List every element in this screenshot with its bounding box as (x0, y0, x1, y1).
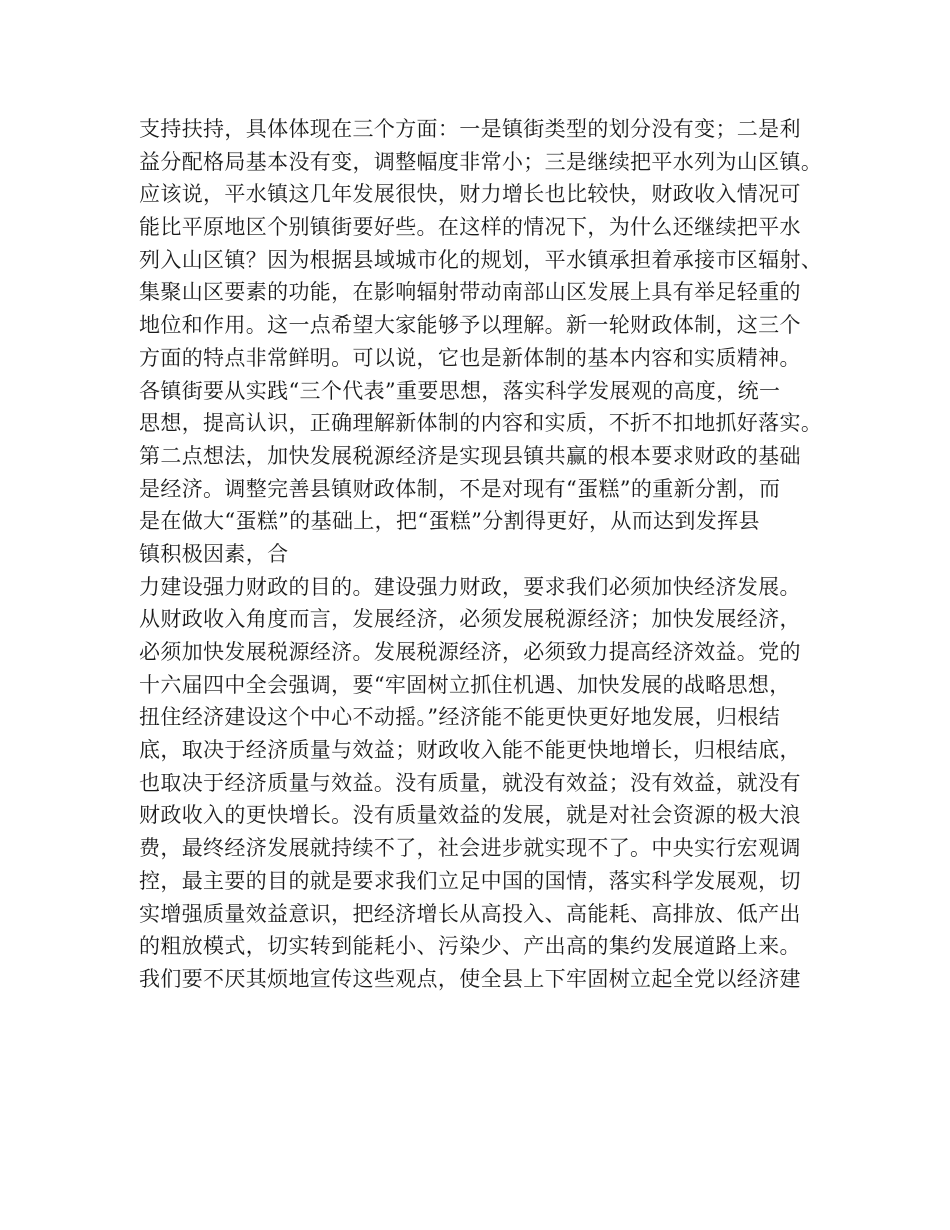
text-line: 支持扶持，具体体现在三个方面：一是镇街类型的划分没有变；二是利 (139, 117, 801, 141)
text-line: 力建设强力财政的目的。建设强力财政，要求我们必须加快经济发展。 (139, 574, 801, 599)
text-line: 十六届四中全会强调，要“牢固树立抓住机遇、加快发展的战略思想， (139, 672, 791, 697)
text-line: 实增强质量效益意识，把经济增长从高投入、高能耗、高排放、低产出 (139, 901, 801, 926)
text-line: 费，最终经济发展就持续不了，社会进步就实现不了。中央实行宏观调 (139, 836, 801, 861)
text-line: 底，取决于经济质量与效益；财政收入能不能更快地增长，归根结底， (139, 738, 801, 763)
text-line: 是在做大“蛋糕”的基础上，把“蛋糕”分割得更好，从而达到发挥县 (139, 509, 760, 534)
text-line: 财政收入的更快增长。没有质量效益的发展，就是对社会资源的极大浪 (139, 803, 801, 828)
text-line: 是经济。调整完善县镇财政体制，不是对现有“蛋糕”的重新分割，而 (139, 476, 781, 501)
text-line: 第二点想法，加快发展税源经济是实现县镇共赢的根本要求财政的基础 (139, 443, 801, 468)
text-line: 应该说，平水镇这几年发展很快，财力增长也比较快，财政收入情况可 (139, 182, 801, 207)
text-line: 地位和作用。这一点希望大家能够予以理解。新一轮财政体制，这三个 (139, 313, 801, 338)
text-line: 的粗放模式，切实转到能耗小、污染少、产出高的集约发展道路上来。 (139, 934, 801, 959)
text-line: 我们要不厌其烦地宣传这些观点，使全县上下牢固树立起全党以经济建 (139, 966, 801, 991)
text-line: 镇积极因素，合 (139, 541, 289, 566)
text-line: 能比平原地区个别镇街要好些。在这样的情况下，为什么还继续把平水 (139, 215, 801, 240)
text-line: 从财政收入角度而言，发展经济，必须发展税源经济；加快发展经济， (139, 607, 801, 632)
body-text (139, 113, 839, 996)
text-line: 控，最主要的目的就是要求我们立足中国的国情，落实科学发展观，切 (139, 868, 801, 893)
text-line: 各镇街要从实践“三个代表”重要思想，落实科学发展观的高度，统一 (139, 378, 781, 403)
text-line: 益分配格局基本没有变，调整幅度非常小；三是继续把平水列为山区镇。 (139, 149, 823, 174)
text-line: 必须加快发展税源经济。发展税源经济，必须致力提高经济效益。党的 (139, 640, 801, 664)
text-line: 方面的特点非常鲜明。可以说，它也是新体制的基本内容和实质精神。 (139, 345, 801, 370)
text-line: 思想，提高认识，正确理解新体制的内容和实质，不折不扣地抓好落实。 (139, 411, 823, 436)
text-line: 扭住经济建设这个中心不动摇。”经济能不能更快更好地发展，归根结 (139, 705, 781, 730)
text-line: 也取决于经济质量与效益。没有质量，就没有效益；没有效益，就没有 (139, 770, 801, 795)
text-line: 集聚山区要素的功能，在影响辐射带动南部山区发展上具有举足轻重的 (139, 280, 801, 305)
text-line: 列入山区镇？因为根据县域城市化的规划，平水镇承担着承接市区辐射、 (139, 247, 823, 272)
